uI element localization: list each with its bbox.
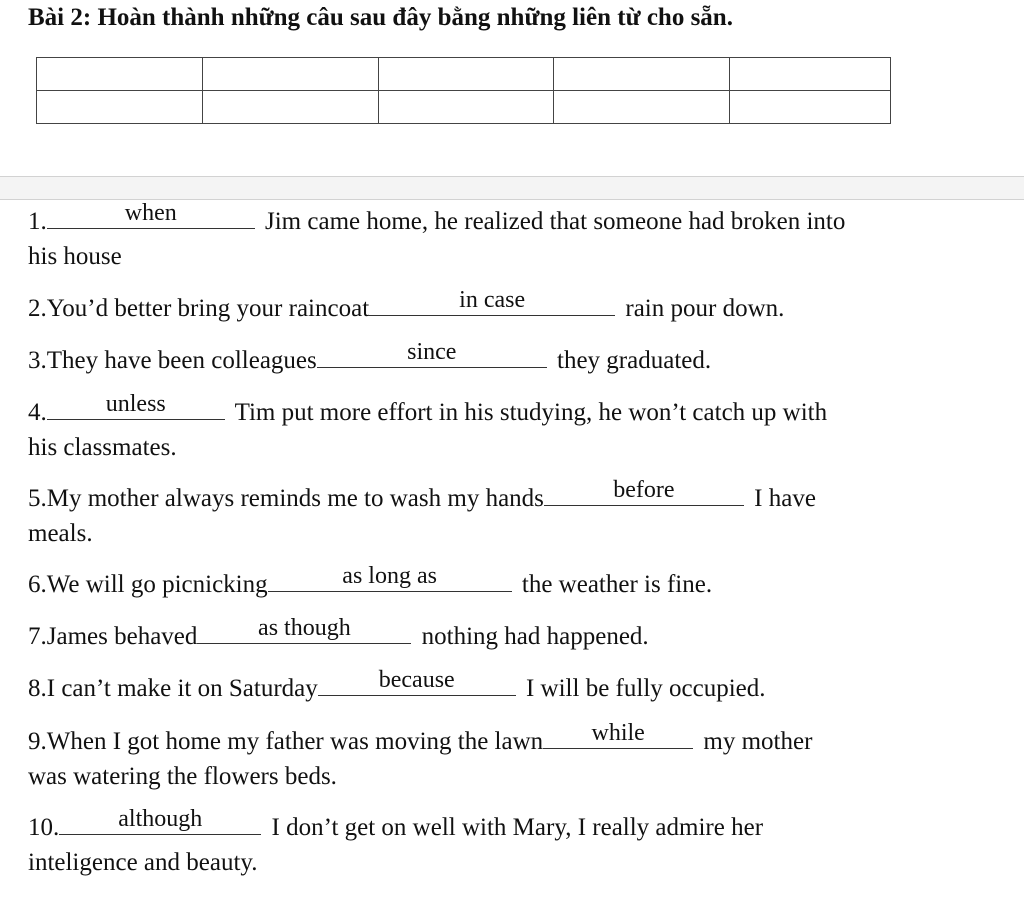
table-cell — [554, 58, 730, 91]
table-row — [37, 58, 891, 91]
question-continuation: inteligence and beauty. — [28, 849, 258, 876]
question-continuation: his house — [28, 243, 122, 270]
question-text: nothing had happened. — [421, 623, 649, 650]
question-6 — [28, 563, 713, 602]
question-continuation: meals. — [28, 520, 93, 547]
question-continuation: his classmates. — [28, 434, 177, 461]
answer-blank[interactable] — [318, 667, 516, 696]
answer-text: since — [407, 339, 457, 365]
question-4 — [28, 391, 828, 465]
question-text: James behaved — [46, 623, 198, 650]
question-number: 7. — [28, 623, 47, 650]
answer-text: unless — [105, 391, 166, 417]
answer-blank[interactable] — [543, 720, 693, 749]
table-cell — [730, 91, 891, 124]
question-text: My mother always reminds me to wash my hands — [46, 485, 544, 512]
question-7 — [28, 615, 649, 654]
question-number: 1. — [28, 208, 47, 235]
question-number: 4. — [28, 399, 47, 426]
question-2 — [28, 287, 785, 326]
exercise-title: Bài 2: Hoàn thành những câu sau đây bằng những liên từ cho sẵn. — [28, 4, 733, 31]
question-text: I can’t make it on Saturday — [46, 675, 318, 702]
word-bank-table — [36, 57, 891, 124]
answer-blank[interactable] — [317, 339, 547, 368]
answer-text: in case — [459, 287, 526, 313]
answer-text: when — [124, 200, 177, 226]
table-cell — [379, 58, 554, 91]
question-number: 6. — [28, 571, 47, 598]
question-number: 2. — [28, 295, 47, 322]
question-number: 10. — [28, 814, 60, 841]
question-continuation: was watering the flowers beds. — [28, 763, 337, 790]
question-text: they graduated. — [557, 347, 712, 374]
table-cell — [554, 91, 730, 124]
answer-text: because — [378, 667, 455, 693]
answer-blank[interactable] — [59, 806, 261, 835]
answer-blank[interactable] — [544, 477, 744, 506]
question-9 — [28, 720, 813, 794]
answer-blank[interactable] — [47, 391, 225, 420]
table-cell — [379, 91, 554, 124]
table-cell — [203, 91, 379, 124]
divider-band — [0, 176, 1024, 200]
question-text: I will be fully occupied. — [525, 675, 766, 702]
question-text: We will go picnicking — [46, 571, 268, 598]
question-1 — [28, 200, 846, 274]
question-text: When I got home my father was moving the lawn — [46, 728, 544, 755]
question-number: 9. — [28, 728, 47, 755]
table-cell — [37, 58, 203, 91]
question-text: the weather is fine. — [521, 571, 713, 598]
answer-text: as though — [258, 615, 351, 641]
answer-text: while — [591, 720, 645, 746]
question-text: I don’t get on well with Mary, I really admire her — [271, 814, 764, 841]
answer-text: as long as — [342, 563, 437, 589]
answer-blank[interactable] — [369, 287, 615, 316]
question-text: Jim came home, he realized that someone had broken into — [265, 208, 846, 235]
table-cell — [37, 91, 203, 124]
question-number: 3. — [28, 347, 47, 374]
question-text: my mother — [703, 728, 813, 755]
question-text: rain pour down. — [625, 295, 785, 322]
question-8 — [28, 667, 766, 706]
question-number: 5. — [28, 485, 47, 512]
question-5 — [28, 477, 816, 551]
answer-text: before — [613, 477, 675, 503]
question-text: You’d better bring your raincoat — [46, 295, 370, 322]
question-number: 8. — [28, 675, 47, 702]
answer-blank[interactable] — [197, 615, 411, 644]
answer-blank[interactable] — [47, 200, 255, 229]
table-cell — [203, 58, 379, 91]
question-text: I have — [754, 485, 816, 512]
question-10 — [28, 806, 764, 880]
answer-text: although — [118, 806, 203, 832]
answer-blank[interactable] — [268, 563, 512, 592]
table-row — [37, 91, 891, 124]
table-cell — [730, 58, 891, 91]
question-text: They have been colleagues — [46, 347, 317, 374]
question-text: Tim put more effort in his studying, he won’t catch up with — [234, 399, 828, 426]
question-3 — [28, 339, 712, 378]
